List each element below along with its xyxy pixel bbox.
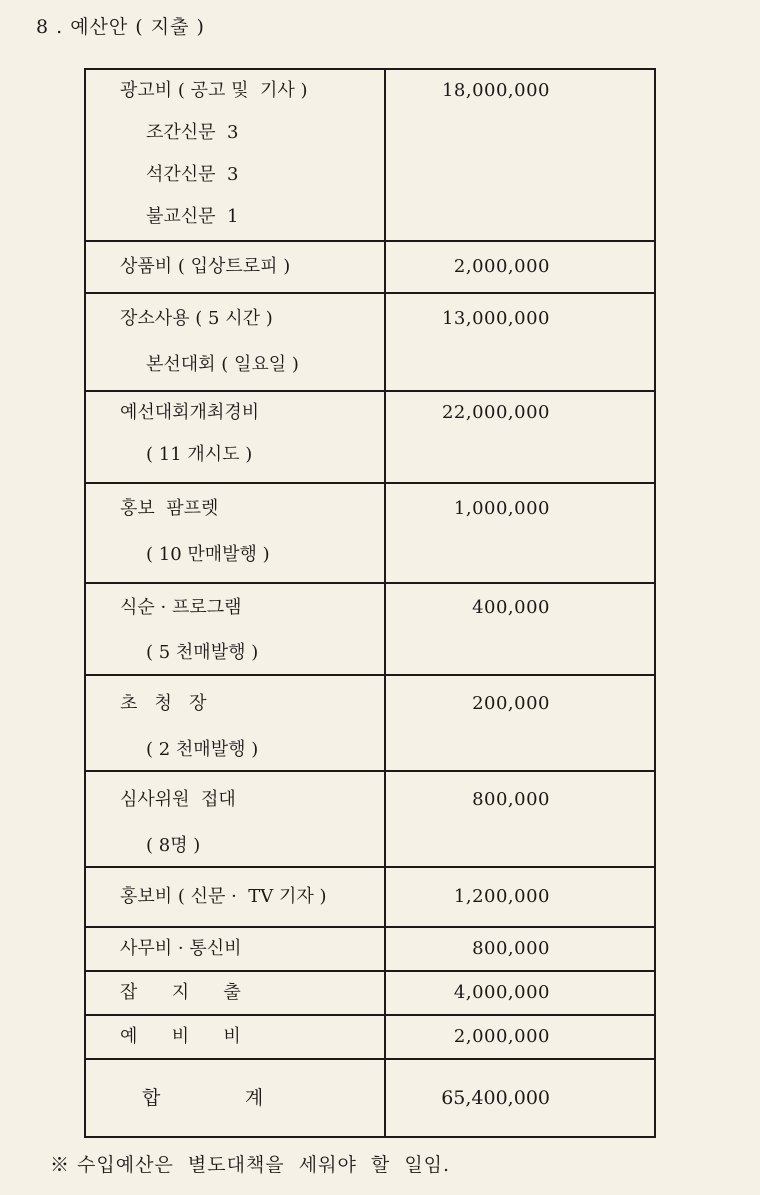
item-label: 장소사용 ( 5 시간 ) [120, 308, 273, 329]
amount-value: 400,000 [472, 597, 550, 618]
item-cell [85, 241, 385, 293]
table-row [85, 391, 655, 483]
total-amount: 65,400,000 [441, 1087, 550, 1109]
item-cell [85, 583, 385, 675]
total-amount-cell [385, 1059, 655, 1137]
item-detail: 본선대회 ( 일요일 ) [146, 354, 299, 375]
table-row [85, 483, 655, 583]
amount-cell [385, 293, 655, 391]
item-detail: ( 11 개시도 ) [146, 444, 253, 465]
table-row [85, 69, 655, 241]
item-detail: 조간신문 3 [146, 122, 239, 143]
item-cell [85, 971, 385, 1015]
amount-value: 2,000,000 [453, 256, 550, 277]
amount-value: 18,000,000 [441, 80, 550, 101]
amount-cell [385, 241, 655, 293]
amount-cell [385, 583, 655, 675]
table-row [85, 241, 655, 293]
item-label: 식순 · 프로그램 [120, 597, 242, 618]
amount-cell [385, 771, 655, 867]
item-cell [85, 483, 385, 583]
footnote: ※ 수입예산은 별도대책을 세워야 할 일임. [50, 1154, 451, 1176]
item-label: 상품비 ( 입상트로피 ) [120, 256, 291, 277]
item-cell [85, 675, 385, 771]
item-cell [85, 1015, 385, 1059]
item-cell [85, 293, 385, 391]
amount-cell [385, 483, 655, 583]
item-label: 심사위원 접대 [120, 789, 236, 810]
amount-cell [385, 927, 655, 971]
table-row [85, 293, 655, 391]
total-row [85, 1059, 655, 1137]
item-label: 예 비 비 [120, 1026, 241, 1047]
item-label: 홍보비 ( 신문 · TV 기자 ) [120, 886, 327, 907]
item-cell [85, 391, 385, 483]
table-row [85, 927, 655, 971]
table-row [85, 583, 655, 675]
item-detail: ( 5 천매발행 ) [146, 642, 259, 663]
amount-value: 13,000,000 [441, 308, 550, 329]
amount-cell [385, 867, 655, 927]
amount-value: 22,000,000 [441, 402, 550, 423]
item-label: 예선대회개최경비 [120, 402, 260, 423]
item-cell [85, 927, 385, 971]
amount-cell [385, 971, 655, 1015]
item-detail: ( 8명 ) [146, 835, 201, 856]
amount-cell [385, 391, 655, 483]
amount-cell [385, 69, 655, 241]
item-label: 사무비 · 통신비 [120, 938, 242, 959]
table-row [85, 675, 655, 771]
amount-value: 200,000 [472, 693, 550, 714]
item-cell [85, 69, 385, 241]
amount-value: 1,200,000 [453, 886, 550, 907]
item-detail: ( 10 만매발행 ) [146, 544, 270, 565]
budget-table [84, 68, 656, 1138]
amount-value: 4,000,000 [453, 982, 550, 1003]
total-label-cell [85, 1059, 385, 1137]
page-title: 8 . 예산안 ( 지출 ) [36, 16, 205, 38]
amount-value: 800,000 [472, 938, 550, 959]
item-label: 광고비 ( 공고 및 기사 ) [120, 80, 308, 101]
item-cell [85, 771, 385, 867]
item-cell [85, 867, 385, 927]
amount-value: 800,000 [472, 789, 550, 810]
item-label: 초 청 장 [120, 693, 207, 714]
table-row [85, 771, 655, 867]
table-row [85, 867, 655, 927]
item-detail: ( 2 천매발행 ) [146, 739, 259, 760]
item-detail: 불교신문 1 [146, 206, 239, 227]
amount-value: 1,000,000 [453, 498, 550, 519]
table-row [85, 971, 655, 1015]
item-detail: 석간신문 3 [146, 164, 239, 185]
amount-cell [385, 675, 655, 771]
item-label: 잡 지 출 [120, 982, 241, 1003]
amount-cell [385, 1015, 655, 1059]
amount-value: 2,000,000 [453, 1026, 550, 1047]
total-label: 합 계 [142, 1087, 264, 1109]
item-label: 홍보 팜프렛 [120, 498, 219, 519]
table-row [85, 1015, 655, 1059]
